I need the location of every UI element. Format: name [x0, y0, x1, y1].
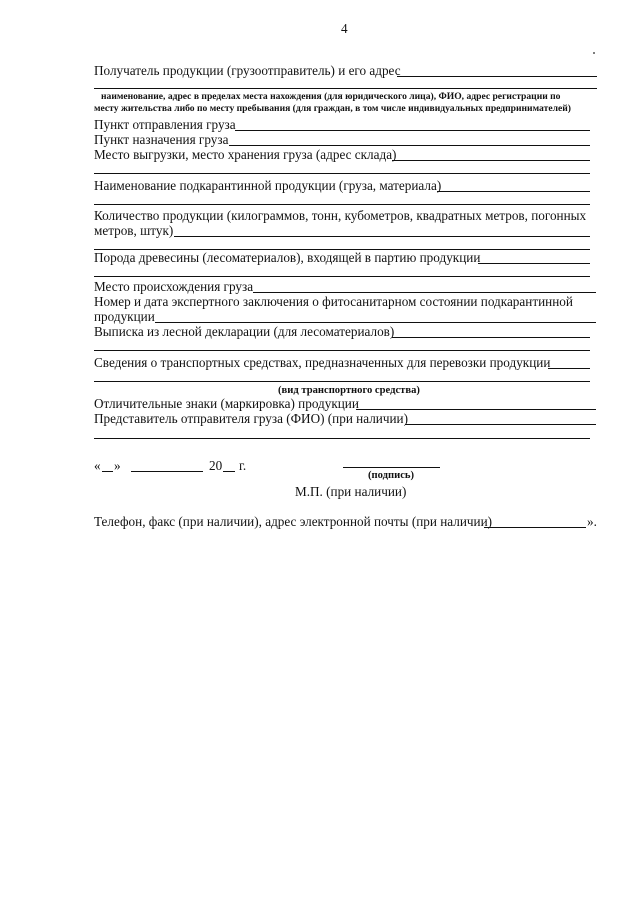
contacts-end: ». [587, 514, 597, 529]
date-quote-close: » [114, 458, 121, 473]
marking-label: Отличительные знаки (маркировка) продукции [94, 396, 359, 411]
quantity-label-2: метров, штук) [94, 223, 174, 238]
transport-field[interactable] [548, 368, 590, 369]
marking-field[interactable] [356, 409, 596, 410]
date-year-suffix: г. [239, 458, 247, 473]
date-year-prefix: 20 [209, 458, 223, 473]
unloading-label: Место выгрузки, место хранения груза (адрес склада) [94, 147, 397, 162]
sender-rep-field-line-2[interactable] [94, 438, 590, 439]
forest-declaration-label: Выписка из лесной декларации (для лесоматериалов) [94, 324, 395, 339]
recipient-label: Получатель продукции (грузоотправитель) и его адрес [94, 63, 401, 78]
destination-label: Пункт назначения груза [94, 132, 229, 147]
forest-declaration-field[interactable] [392, 337, 590, 338]
sender-rep-label: Представитель отправителя груза (ФИО) (при наличии) [94, 411, 408, 426]
page-number: 4 [341, 21, 348, 36]
contacts-label: Телефон, факс (при наличии), адрес электронной почты (при наличии) [94, 514, 493, 529]
forest-declaration-field-line-2[interactable] [94, 350, 590, 351]
sender-rep-field[interactable] [405, 424, 596, 425]
expert-conclusion-field[interactable] [155, 322, 596, 323]
departure-label: Пункт отправления груза [94, 117, 236, 132]
recipient-field-line-2[interactable] [94, 88, 597, 89]
date-quote-open: « [94, 458, 101, 473]
quantity-label-1: Количество продукции (килограммов, тонн, кубометров, квадратных метров, погонных [94, 208, 587, 223]
origin-field[interactable] [253, 292, 596, 293]
recipient-field[interactable] [397, 76, 597, 77]
transport-label: Сведения о транспортных средствах, предназначенных для перевозки продукции [94, 355, 551, 370]
departure-field[interactable] [235, 130, 590, 131]
stamp-label: М.П. (при наличии) [295, 484, 407, 499]
unloading-field[interactable] [392, 160, 590, 161]
signature-field[interactable] [343, 467, 440, 468]
expert-conclusion-label-1: Номер и дата экспертного заключения о фитосанитарном состоянии подкарантинной [94, 294, 573, 309]
scan-speck [593, 52, 595, 54]
wood-species-label: Порода древесины (лесоматериалов), входящей в партию продукции [94, 250, 481, 265]
destination-field[interactable] [229, 145, 590, 146]
contacts-field[interactable] [484, 527, 586, 528]
product-name-field-line-2[interactable] [94, 204, 590, 205]
date-month-field[interactable] [131, 471, 203, 472]
transport-field-line-2[interactable] [94, 381, 590, 382]
expert-conclusion-label-2: продукции [94, 309, 155, 324]
signature-note: (подпись) [368, 470, 415, 481]
quantity-field[interactable] [174, 236, 590, 237]
product-name-field[interactable] [437, 191, 590, 192]
wood-species-field-line-2[interactable] [94, 276, 590, 277]
date-day-field[interactable] [102, 471, 113, 472]
unloading-field-line-2[interactable] [94, 173, 590, 174]
recipient-note-1: наименование, адрес в пределах места нахождения (для юридического лица), ФИО, адрес регистрации по [101, 91, 561, 102]
product-name-label: Наименование подкарантинной продукции (груза, материала) [94, 178, 442, 193]
transport-type-note: (вид транспортного средства) [278, 385, 420, 396]
wood-species-field[interactable] [478, 263, 590, 264]
date-year-field[interactable] [223, 471, 235, 472]
origin-label: Место происхождения груза [94, 279, 254, 294]
recipient-note-2: месту жительства либо по месту пребывания (для граждан, в том числе индивидуальных предпринимателей) [94, 103, 571, 114]
